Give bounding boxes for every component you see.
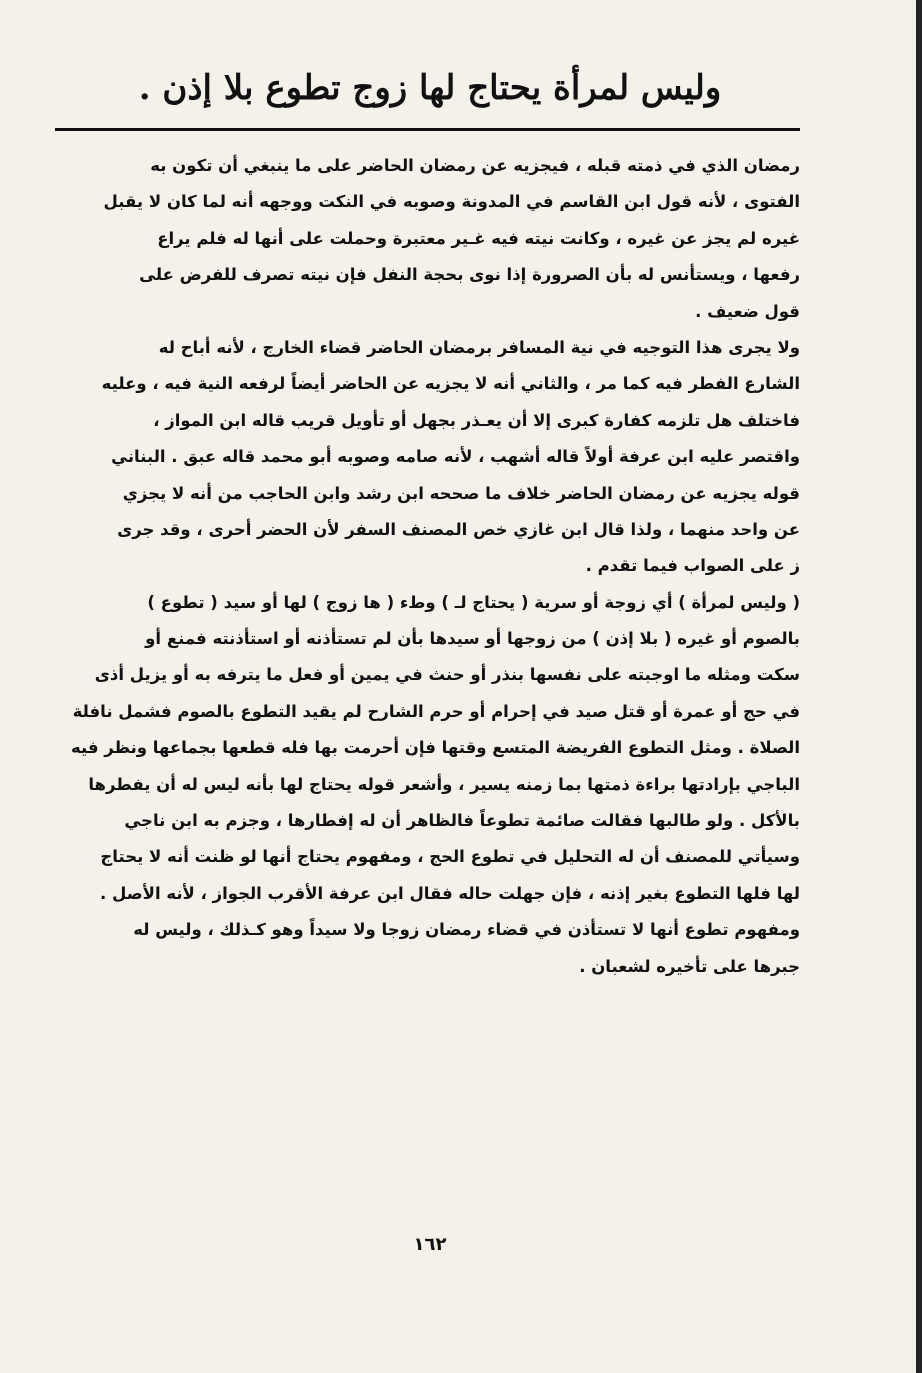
text-line: جبرها على تأخيره لشعبان .	[579, 956, 800, 976]
text-line: ومفهوم تطوع أنها لا تستأذن في قضاء رمضان زوجا ولا سيداً وهو كـذلك ، وليس له	[133, 920, 800, 940]
text-line: الشارع الفطر فيه كما مر ، والثاني أنه لا يجزيه عن الحاضر أيضاً لرفعه النية فيه ، وعليه	[101, 374, 800, 394]
scan-edge	[916, 0, 922, 1373]
text-line: بالصوم أو غيره ( بلا إذن ) من زوجها أو سيدها بأن لم تستأذنه أو استأذنته فمنع أو	[145, 629, 800, 649]
text-line: ( وليس لمرأة ) أي زوجة أو سرية ( يحتاج لـ ) وطء ( ها زوج ) لها أو سيد ( تطوع )	[147, 592, 800, 612]
text-line: غيره لم يجز عن غيره ، وكانت نيته فيه غـير معتبرة وحملت على أنها له فلم يراع	[157, 228, 800, 248]
text-line: الباجي بإرادتها براءة ذمتها بما زمنه يسير ، وأشعر قوله يحتاج لها بأنه ليس له أن يفطرها	[88, 774, 800, 794]
text-line: قوله يجزيه عن رمضان الحاضر خلاف ما صححه ابن رشد وابن الحاجب من أنه لا يجزي	[122, 483, 800, 503]
text-line: سكت ومثله ما اوجبته على نفسها بنذر أو حنث في يمين أو فعل ما يترفه به أو يزيل أذى	[94, 665, 800, 685]
paragraph	[55, 148, 800, 330]
paragraph	[55, 330, 800, 585]
paragraph	[55, 585, 800, 985]
text-line: رفعها ، ويستأنس له بأن الصرورة إذا نوى بحجة النفل فإن نيته تصرف للفرض على	[139, 265, 800, 285]
text-line: وسيأتي للمصنف أن له التحليل في تطوع الحج ، ومفهوم يحتاج أنها لو ظنت أنه لا يحتاج	[100, 847, 800, 867]
text-line: قول ضعيف .	[695, 301, 800, 321]
text-line: ز على الصواب فيما تقدم .	[585, 556, 800, 576]
text-line: في حج أو عمرة أو قتل صيد في إحرام أو حرم الشارح لم يقيد التطوع بالصوم فشمل نافلة	[72, 701, 800, 721]
text-line: واقتصر عليه ابن عرفة أولاً قاله أشهب ، لأنه صامه وصوبه أبو محمد قاله عبق . البناني	[111, 447, 800, 467]
running-header: وليس لمرأة يحتاج لها زوج تطوع بلا إذن .	[138, 68, 722, 108]
page-number: ١٦٢	[413, 1234, 447, 1255]
body-text	[55, 148, 800, 985]
text-line: الصلاة . ومثل التطوع الفريضة المتسع وقتها فإن أحرمت بها فله قطعها بجماعها ونظر فيه	[70, 738, 800, 758]
text-line: الفتوى ، لأنه قول ابن القاسم في المدونة وصوبه في النكت ووجهه أنه لما كان لا يقبل	[103, 192, 800, 212]
text-line: لها فلها التطوع بغير إذنه ، فإن جهلت حاله فقال ابن عرفة الأقرب الجواز ، لأنه الأصل .	[99, 883, 800, 903]
text-line: بالأكل . ولو طالبها فقالت صائمة تطوعاً فالظاهر أن له إفطارها ، وجزم به ابن ناجي	[124, 811, 800, 831]
text-line: فاختلف هل تلزمه كفارة كبرى إلا أن يعـذر بجهل أو تأويل قريب قاله ابن المواز ،	[153, 410, 800, 430]
header-rule	[55, 128, 800, 131]
text-line: ولا يجرى هذا التوجيه في نية المسافر برمضان الحاضر قضاء الخارج ، لأنه أباح له	[158, 337, 800, 357]
text-line: رمضان الذي في ذمته قبله ، فيجزيه عن رمضان الحاضر على ما ينبغي أن تكون به	[150, 156, 800, 175]
text-line: عن واحد منهما ، ولذا قال ابن غازي خص المصنف السفر لأن الحضر أحرى ، وقد جرى	[117, 519, 800, 539]
